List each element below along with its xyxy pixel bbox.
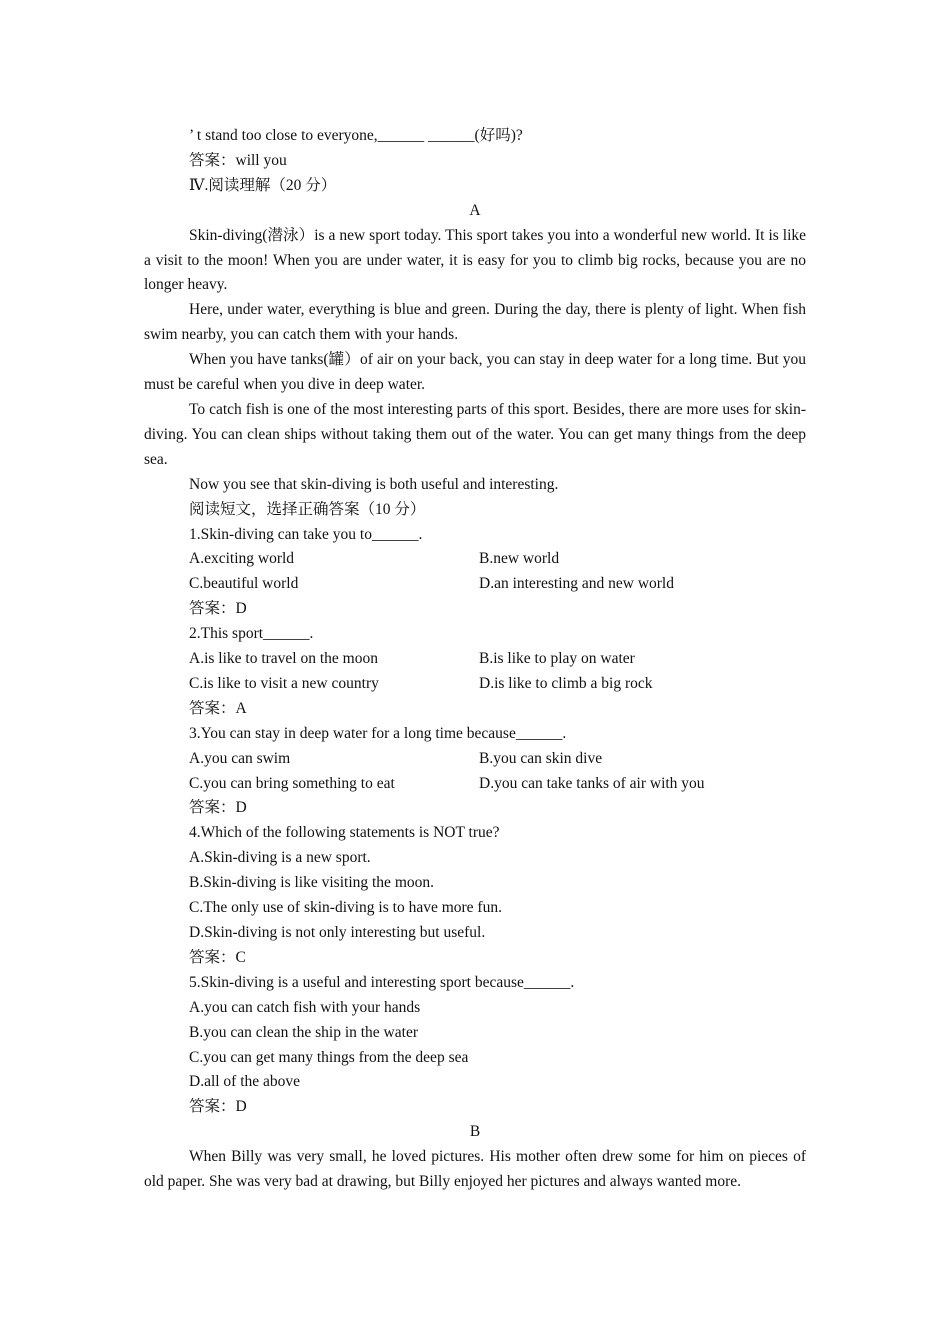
passage-b-heading: B (469, 1123, 481, 1141)
section-heading: Ⅳ.阅读理解（20 分） (189, 176, 337, 194)
option-b: B.new world (479, 550, 560, 568)
option-a: A.Skin-diving is a new sport. (189, 849, 371, 867)
option-row (144, 672, 806, 697)
option-a: A.you can swim (189, 749, 291, 767)
option-d: D.Skin-diving is not only interesting but useful. (189, 924, 486, 941)
answer-line: 答案：D (189, 1098, 247, 1116)
option-c: C.you can bring something to eat (189, 774, 395, 792)
option-c: C.you can get many things from the deep sea (189, 1048, 469, 1066)
question-stem: 5.Skin-diving is a useful and interesting sport because______. (189, 973, 575, 991)
option-b: B.you can skin dive (479, 749, 603, 767)
option-a: A.is like to travel on the moon (189, 650, 378, 668)
document-page (144, 124, 806, 1195)
option-b: B.you can clean the ship in the water (189, 1023, 418, 1041)
option-row (144, 547, 806, 572)
passage-a-paragraph: When you have tanks(罐）of air on your back, you can stay in deep water for a long time. But you must be careful when you dive in deep water. (144, 351, 806, 394)
passage-a-heading: A (469, 201, 481, 219)
instruction-line: 阅读短文，选择正确答案（10 分） (189, 500, 426, 518)
question-stem: 3.You can stay in deep water for a long time because______. (189, 724, 567, 742)
option-d: D.all of the above (189, 1073, 301, 1091)
passage-b-paragraph: When Billy was very small, he loved pictures. His mother often drew some for him on pieces of old paper. She was very bad at drawing, but Billy enjoyed her pictures and always wanted more. (144, 1148, 806, 1191)
option-c: C.beautiful world (189, 575, 299, 593)
answer-line: 答案：C (189, 948, 246, 966)
question-stem: 2.This sport______. (189, 625, 314, 643)
fill-blank-fragment: ’ t stand too close to everyone,______ ______(好吗)? (189, 127, 523, 144)
passage-a-paragraph: Skin-diving(潜泳）is a new sport today. This sport takes you into a wonderful new world. It is like a visit to the moon! When you are under water, it is easy for you to climb big rocks, because you are no longer heavy. (144, 226, 806, 294)
option-row (144, 772, 806, 797)
option-row (144, 747, 806, 772)
option-a: A.you can catch fish with your hands (189, 998, 421, 1016)
passage-a-paragraph: To catch fish is one of the most interesting parts of this sport. Besides, there are more uses for skin-diving. You can clean ships without taking them out of the water. You can get many things from the deep sea. (144, 400, 806, 468)
option-d: D.is like to climb a big rock (479, 674, 653, 692)
option-row (144, 647, 806, 672)
option-d: D.you can take tanks of air with you (479, 774, 705, 792)
option-a: A.exciting world (189, 550, 295, 568)
question-stem: 1.Skin-diving can take you to______. (189, 525, 423, 543)
option-b: B.is like to play on water (479, 650, 635, 668)
answer-line: 答案：D (189, 799, 247, 817)
answer-line: 答案：will you (189, 151, 287, 169)
option-b: B.Skin-diving is like visiting the moon. (189, 874, 434, 892)
option-c: C.is like to visit a new country (189, 674, 379, 692)
answer-line: 答案：D (189, 600, 247, 618)
question-stem: 4.Which of the following statements is NOT true? (189, 824, 500, 842)
passage-a-paragraph: Here, under water, everything is blue and green. During the day, there is plenty of light. When fish swim nearby, you can catch them with your hands. (144, 301, 806, 344)
answer-line: 答案：A (189, 699, 247, 717)
option-row (144, 572, 806, 597)
option-d: D.an interesting and new world (479, 575, 674, 593)
option-c: C.The only use of skin-diving is to have more fun. (189, 899, 502, 917)
passage-a-paragraph: Now you see that skin-diving is both useful and interesting. (189, 475, 559, 493)
